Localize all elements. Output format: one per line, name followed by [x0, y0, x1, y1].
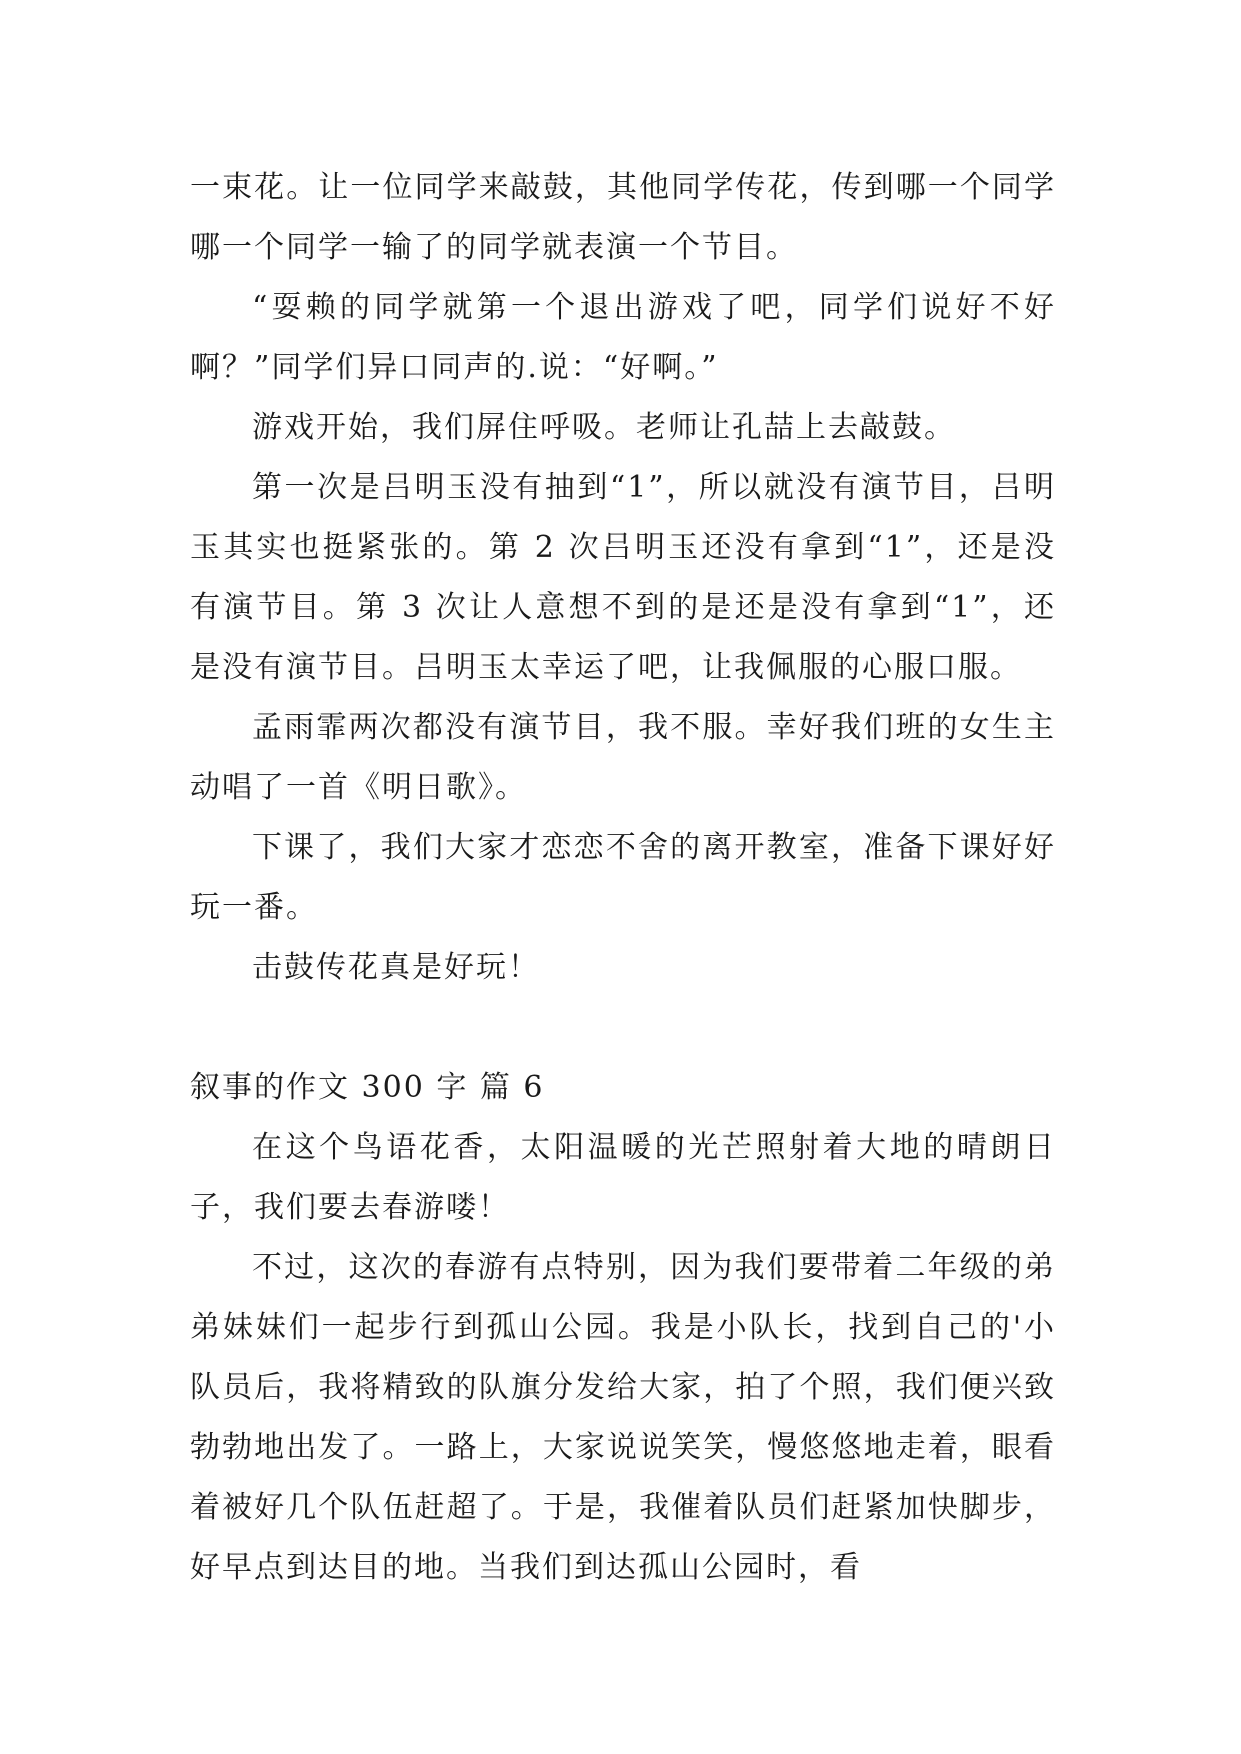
paragraph: 第一次是吕明玉没有抽到“1”，所以就没有演节目，吕明玉其实也挺紧张的。第 2 次吕明玉还没有拿到“1”，还是没有演节目。第 3 次让人意想不到的是还是没有拿到“1”，还是没有演节目。吕明玉太幸运了吧，让我佩服的心服口服。	[190, 470, 1056, 685]
section-heading: 叙事的作文 300 字 篇 6	[190, 1070, 545, 1105]
paragraph: 一束花。让一位同学来敲鼓，其他同学传花，传到哪一个同学哪一个同学一输了的同学就表演一个节目。	[190, 170, 1056, 265]
paragraph: 下课了，我们大家才恋恋不舍的离开教室，准备下课好好玩一番。	[190, 830, 1056, 925]
paragraph: 击鼓传花真是好玩！	[252, 950, 540, 985]
paragraph: 游戏开始，我们屏住呼吸。老师让孔喆上去敲鼓。	[252, 410, 956, 445]
paragraph: 在这个鸟语花香，太阳温暖的光芒照射着大地的晴朗日子，我们要去春游喽！	[190, 1130, 1056, 1225]
paragraph: 不过，这次的春游有点特别，因为我们要带着二年级的弟弟妹妹们一起步行到孤山公园。我是小队长，找到自己的'小队员后，我将精致的队旗分发给大家，拍了个照，我们便兴致勃勃地出发了。一路上，大家说说笑笑，慢悠悠地走着，眼看着被好几个队伍赶超了。于是，我催着队员们赶紧加快脚步，好早点到达目的地。当我们到达孤山公园时，看	[190, 1250, 1056, 1585]
paragraph: “耍赖的同学就第一个退出游戏了吧，同学们说好不好啊？”同学们异口同声的.说：“好啊。”	[190, 290, 1056, 385]
document-body	[190, 158, 1056, 1598]
paragraph: 孟雨霏两次都没有演节目，我不服。幸好我们班的女生主动唱了一首《明日歌》。	[190, 710, 1056, 805]
